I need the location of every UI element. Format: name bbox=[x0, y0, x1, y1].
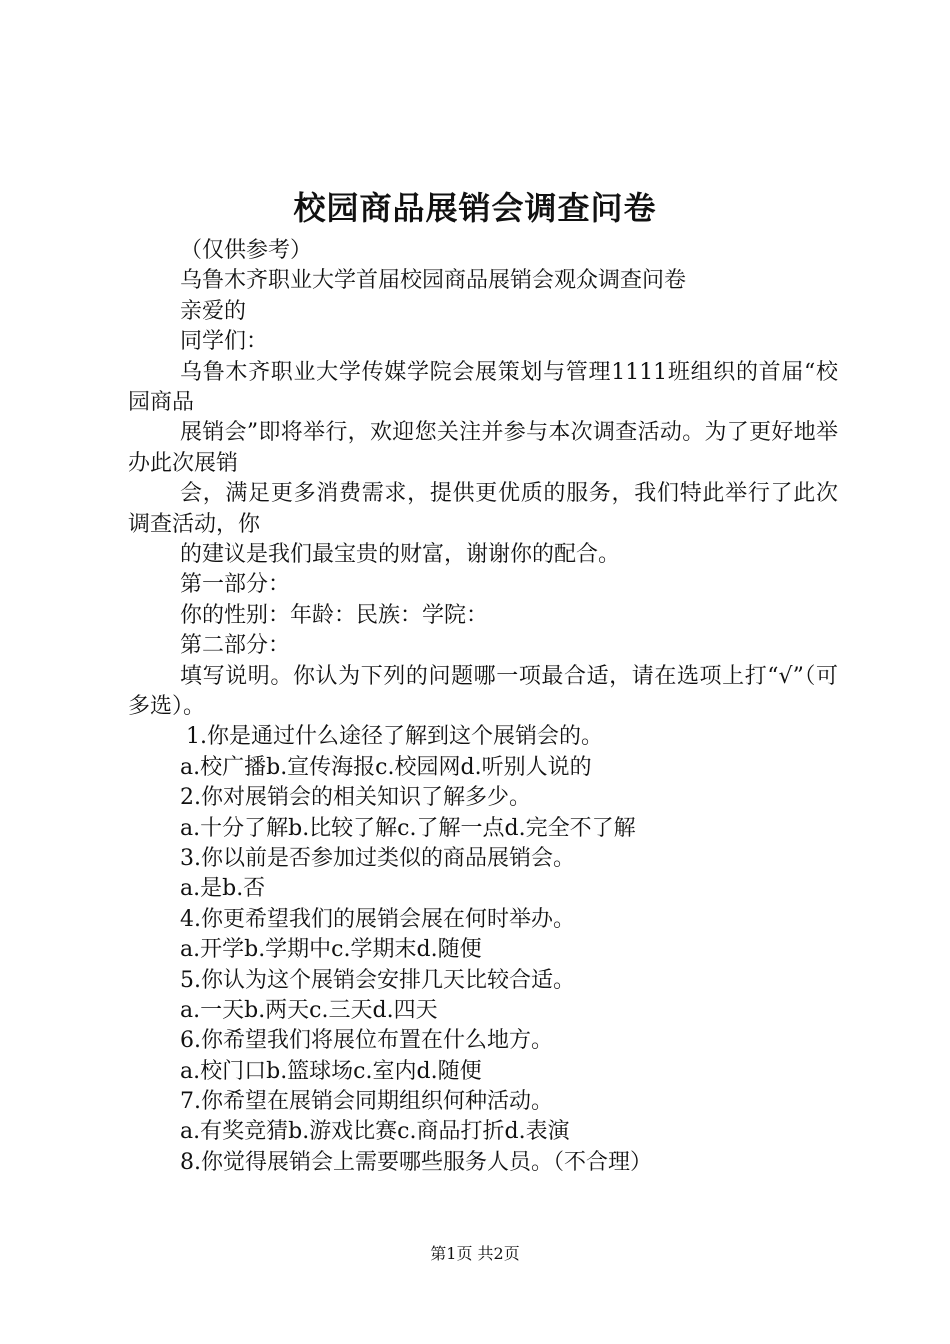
question-6: 6.你希望我们将展位布置在什么地方。 bbox=[180, 1028, 553, 1054]
question-5: 5.你认为这个展销会安排几天比较合适。 bbox=[180, 967, 575, 993]
question-6-options: a.校门口b.篮球场c.室内d.随便 bbox=[180, 1058, 482, 1084]
question-3: 3.你以前是否参加过类似的商品展销会。 bbox=[180, 845, 575, 871]
question-7-options: a.有奖竞猜b.游戏比赛c.商品打折d.表演 bbox=[180, 1119, 570, 1145]
intro-paragraph-2: 展销会”即将举行，欢迎您关注并参与本次调查活动。为了更好地举办此次展销 bbox=[128, 420, 838, 476]
part-two-heading: 第二部分： bbox=[180, 633, 291, 659]
greeting-line-1: 亲爱的 bbox=[180, 298, 247, 324]
question-4-options: a.开学b.学期中c.学期末d.随便 bbox=[180, 937, 482, 963]
instructions-paragraph: 填写说明。你认为下列的问题哪一项最合适，请在选项上打“√”（可多选）。 bbox=[128, 663, 838, 719]
question-8: 8.你觉得展销会上需要哪些服务人员。（不合理） bbox=[180, 1149, 652, 1175]
document-body bbox=[128, 236, 838, 1178]
question-2-options: a.十分了解b.比较了解c.了解一点d.完全不了解 bbox=[180, 815, 636, 841]
question-4: 4.你更希望我们的展销会展在何时举办。 bbox=[180, 906, 575, 932]
question-7: 7.你希望在展销会同期组织何种活动。 bbox=[180, 1089, 553, 1115]
question-3-options: a.是b.否 bbox=[180, 876, 266, 902]
greeting-line-2: 同学们： bbox=[180, 329, 269, 355]
intro-paragraph-3: 会，满足更多消费需求，提供更优质的服务，我们特此举行了此次调查活动，你 bbox=[128, 481, 838, 537]
question-1-options: a.校广播b.宣传海报c.校园网d.听别人说的 bbox=[180, 754, 592, 780]
survey-subtitle: 乌鲁木齐职业大学首届校园商品展销会观众调查问卷 bbox=[180, 268, 687, 294]
page-footer: 第1页 共2页 bbox=[430, 1244, 520, 1263]
reference-note: （仅供参考） bbox=[180, 238, 313, 263]
question-2: 2.你对展销会的相关知识了解多少。 bbox=[180, 785, 531, 811]
intro-paragraph-1: 乌鲁木齐职业大学传媒学院会展策划与管理1111班组织的首届“校园商品 bbox=[128, 359, 838, 415]
question-1: 1.你是通过什么途径了解到这个展销会的。 bbox=[186, 724, 603, 750]
intro-paragraph-4: 的建议是我们最宝贵的财富，谢谢你的配合。 bbox=[180, 542, 621, 567]
page-title: 校园商品展销会调查问卷 bbox=[293, 189, 657, 227]
part-one-heading: 第一部分： bbox=[180, 572, 291, 598]
question-5-options: a.一天b.两天c.三天d.四天 bbox=[180, 997, 438, 1023]
personal-info-line: 你的性别：年龄：民族：学院： bbox=[180, 602, 489, 628]
